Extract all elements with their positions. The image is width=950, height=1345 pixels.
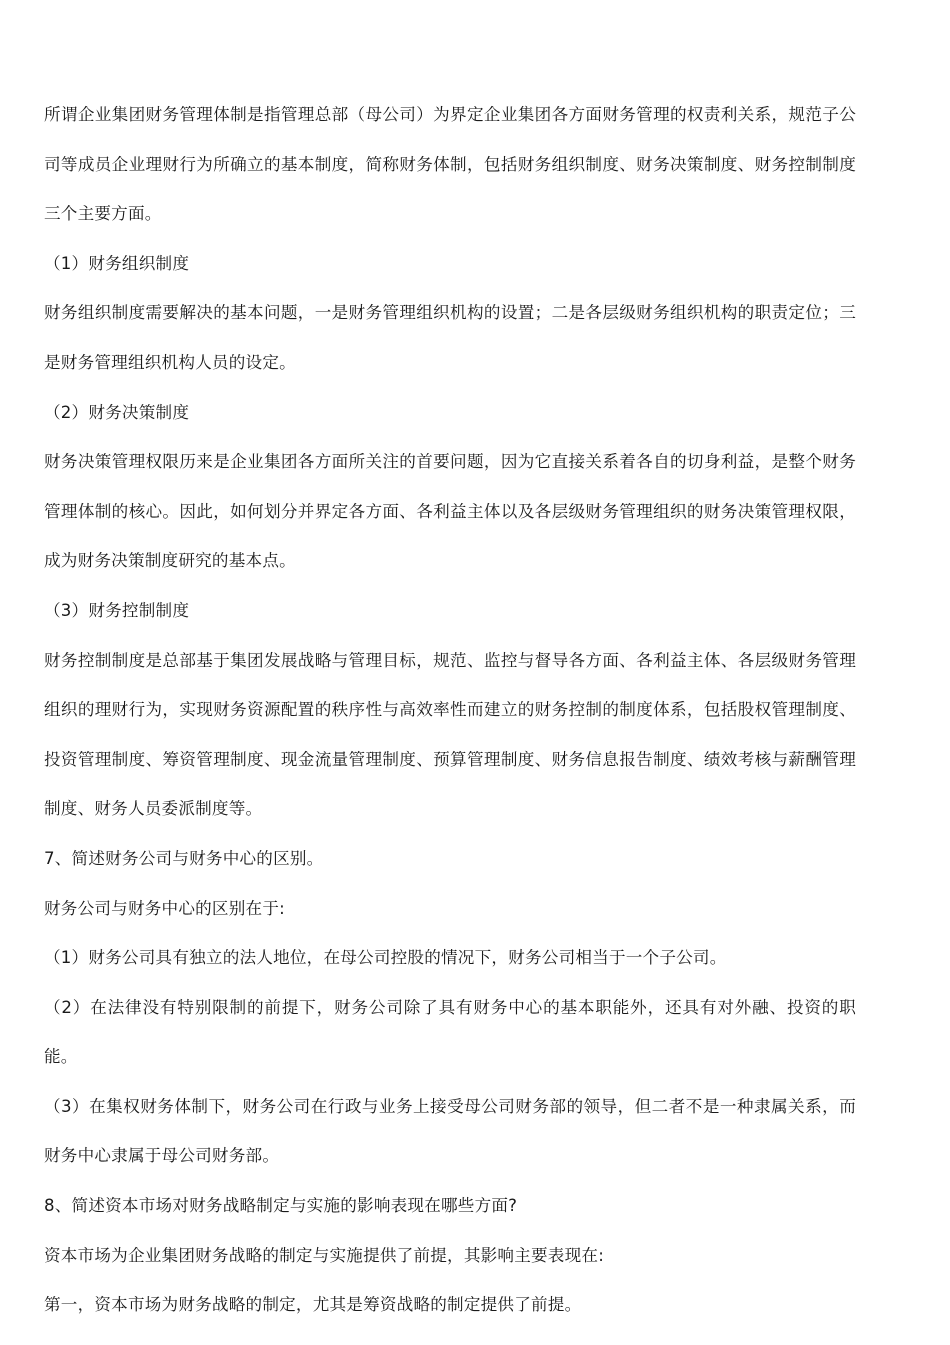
answer-7-point-3: （3）在集权财务体制下，财务公司在行政与业务上接受母公司财务部的领导，但二者不是一种隶属关系，而财务中心隶属于母公司财务部。 xyxy=(44,1096,856,1166)
answer-8-intro: 资本市场为企业集团财务战略的制定与实施提供了前提，其影响主要表现在: xyxy=(44,1245,604,1265)
paragraph-financial-decision-system: 财务决策管理权限历来是企业集团各方面所关注的首要问题，因为它直接关系着各自的切身利益，是整个财务管理体制的核心。因此，如何划分并界定各方面、各利益主体以及各层级财务管理组织的财务决策管理权限，成为财务决策制度研究的基本点。 xyxy=(44,452,856,571)
heading-financial-control-system: （3）财务控制制度 xyxy=(44,600,190,620)
paragraph-financial-system-definition: 所谓企业集团财务管理体制是指管理总部（母公司）为界定企业集团各方面财务管理的权责利关系，规范子公司等成员企业理财行为所确立的基本制度，简称财务体制，包括财务组织制度、财务决策制度、财务控制制度三个主要方面。 xyxy=(44,105,856,224)
answer-7-point-2: （2）在法律没有特别限制的前提下，财务公司除了具有财务中心的基本职能外，还具有对外融、投资的职能。 xyxy=(44,997,856,1067)
heading-financial-decision-system: （2）财务决策制度 xyxy=(44,402,190,422)
paragraph-financial-control-system: 财务控制制度是总部基于集团发展战略与管理目标，规范、监控与督导各方面、各利益主体、各层级财务管理组织的理财行为，实现财务资源配置的秩序性与高效率性而建立的财务控制的制度体系，包括股权管理制度、投资管理制度、筹资管理制度、现金流量管理制度、预算管理制度、财务信息报告制度、绩效考核与薪酬管理制度、财务人员委派制度等。 xyxy=(44,650,856,819)
answer-8-point-1: 第一，资本市场为财务战略的制定，尤其是筹资战略的制定提供了前提。 xyxy=(44,1295,582,1315)
document-page xyxy=(44,90,856,1330)
question-7: 7、简述财务公司与财务中心的区别。 xyxy=(44,848,324,868)
heading-financial-organization-system: （1）财务组织制度 xyxy=(44,253,190,273)
paragraph-financial-organization-system: 财务组织制度需要解决的基本问题，一是财务管理组织机构的设置；二是各层级财务组织机构的职责定位；三是财务管理组织机构人员的设定。 xyxy=(44,303,856,372)
question-8: 8、简述资本市场对财务战略制定与实施的影响表现在哪些方面? xyxy=(44,1196,518,1216)
answer-7-point-1: （1）财务公司具有独立的法人地位，在母公司控股的情况下，财务公司相当于一个子公司。 xyxy=(44,948,727,968)
answer-7-intro: 财务公司与财务中心的区别在于: xyxy=(44,898,285,918)
